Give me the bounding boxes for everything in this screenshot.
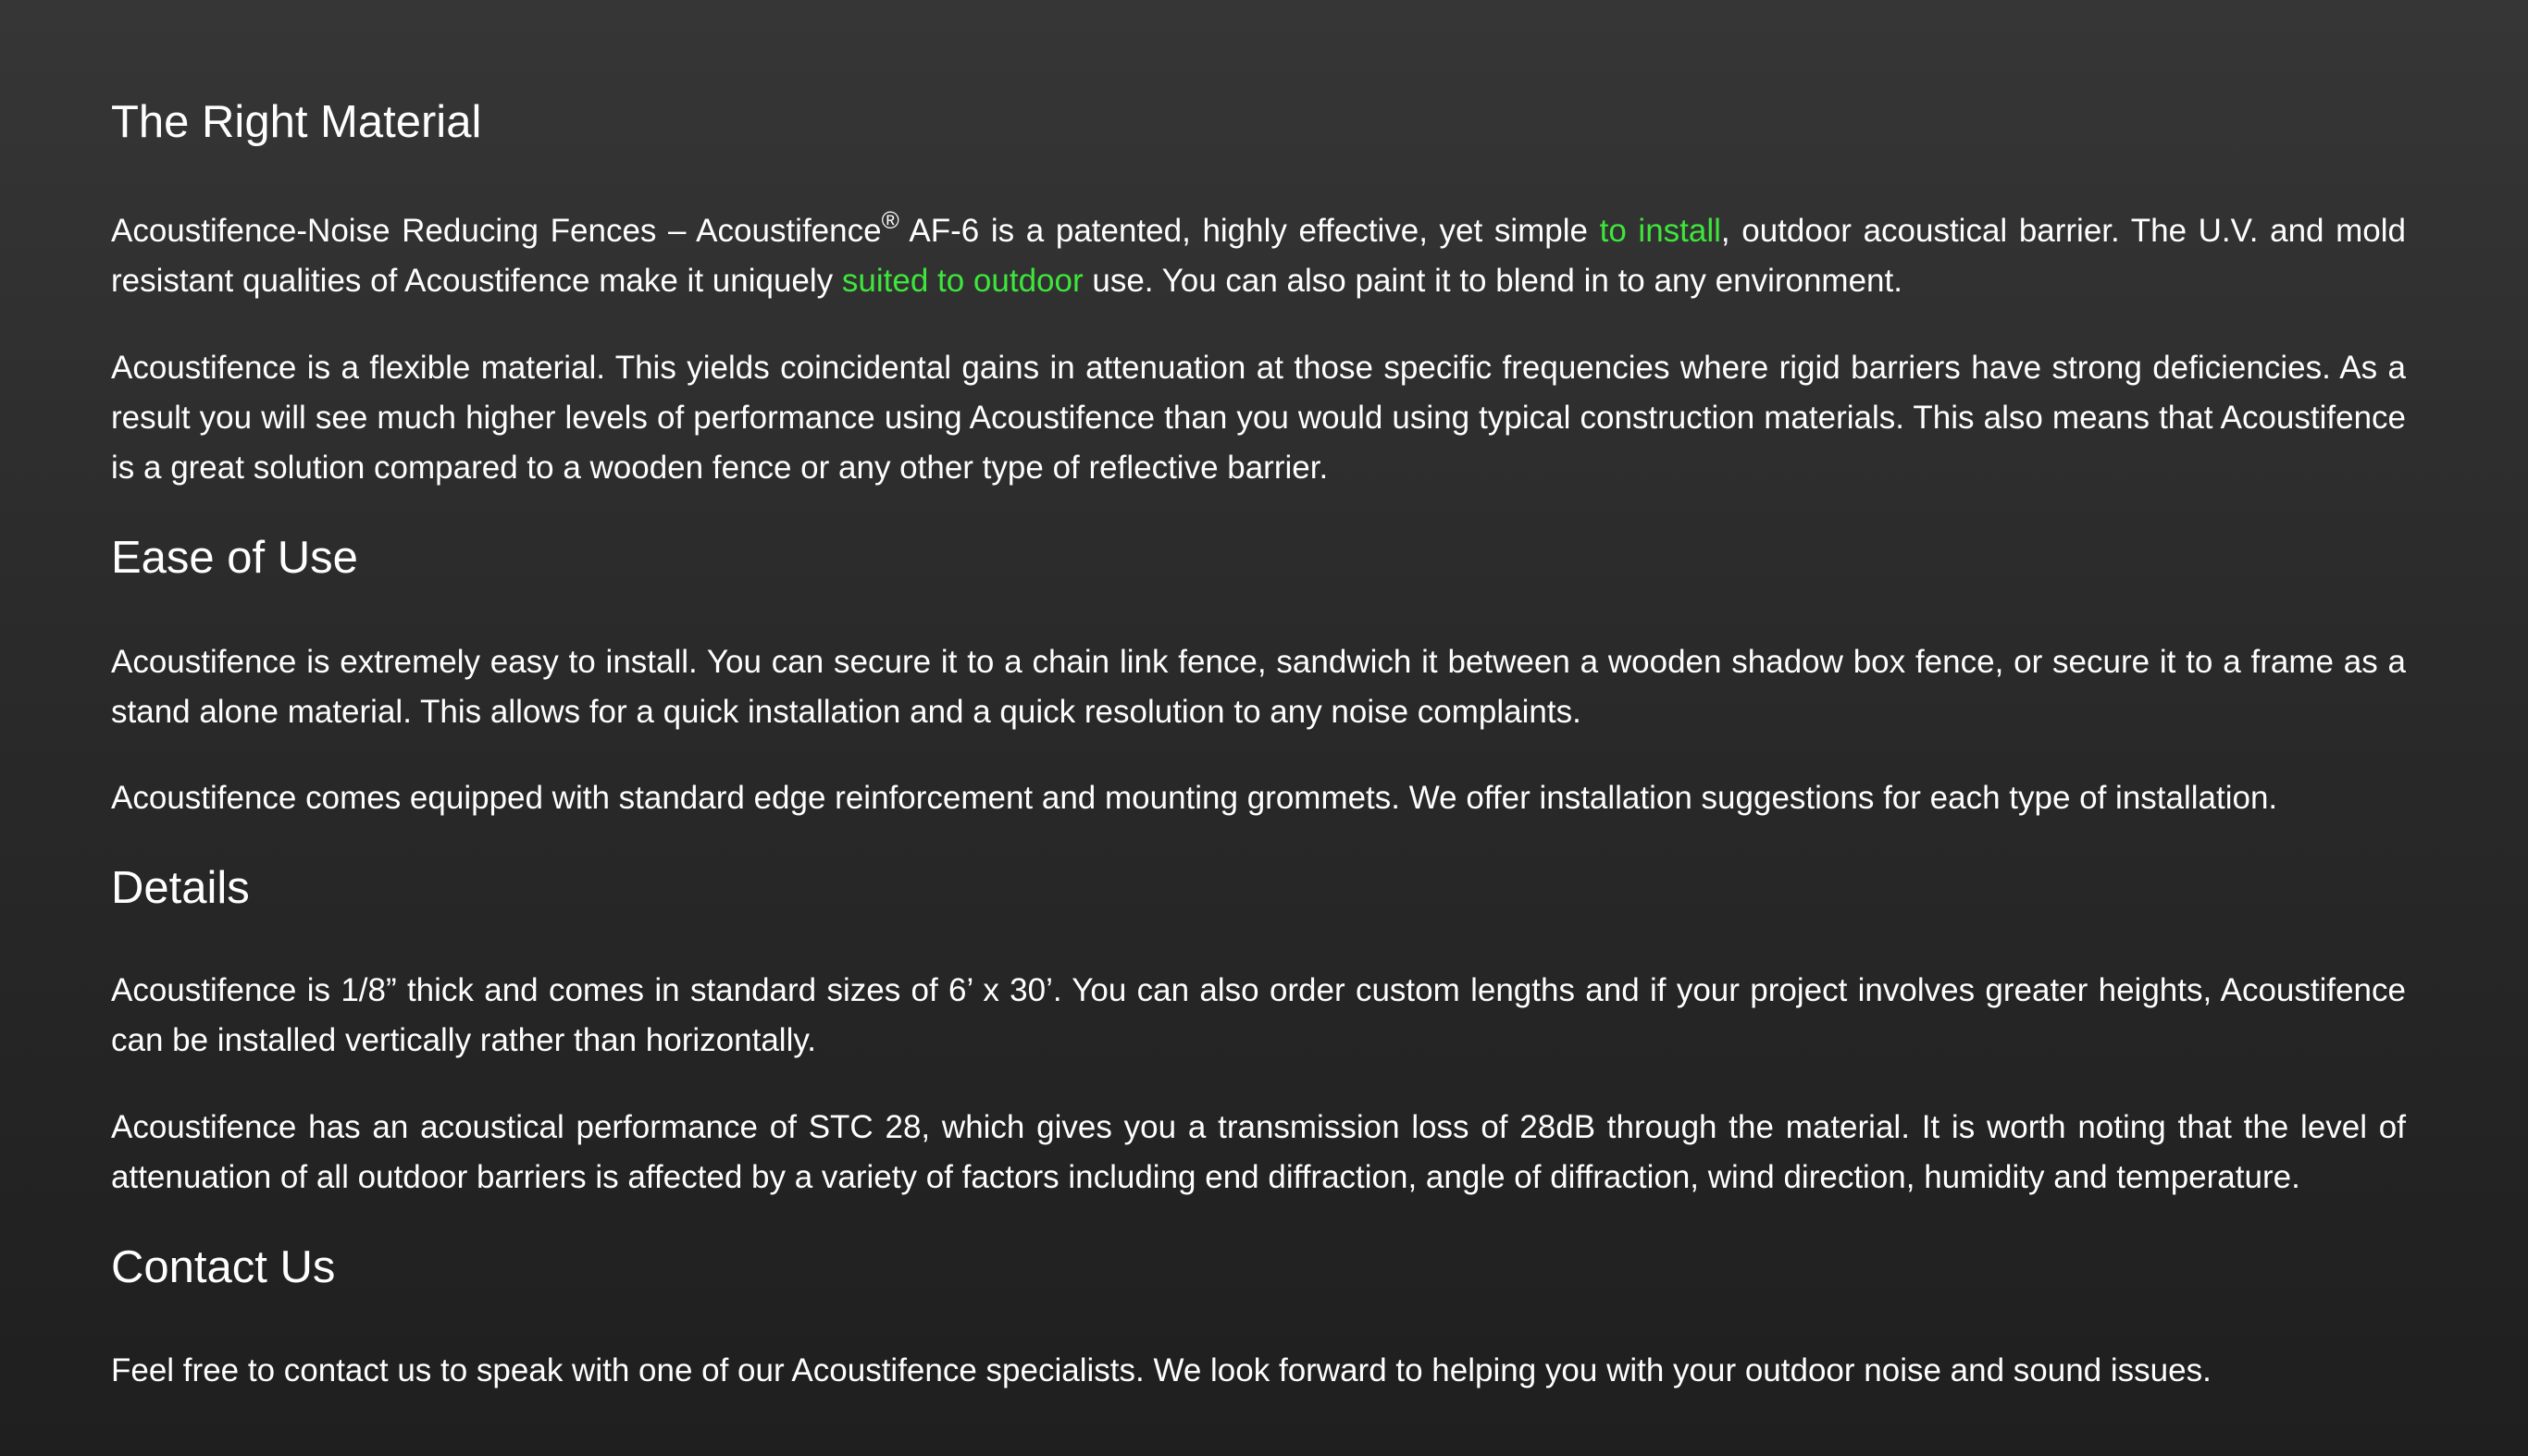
paragraph-right-material-intro	[111, 206, 2406, 306]
heading-contact-us: Contact Us	[111, 1242, 336, 1292]
paragraph-contact: Feel free to contact us to speak with one of our Acoustifence specialists. We look forward to helping you with your outdoor noise and sound issues.	[111, 1352, 2212, 1388]
paragraph-easy-install: Acoustifence is extremely easy to install. You can secure it to a chain link fence, sandwich it between a wooden shadow box fence, or secure it to a frame as a stand alone material. This allows for a quick installation and a quick resolution to any noise complaints.	[111, 644, 2406, 730]
paragraph-sizes: Acoustifence is 1/8” thick and comes in standard sizes of 6’ x 30’. You can also order custom lengths and if your project involves greater heights, Acoustifence can be installed vertically rather than horizontally.	[111, 972, 2406, 1058]
link-suited-to-outdoor[interactable]: suited to outdoor	[841, 263, 1084, 299]
paragraph-performance: Acoustifence has an acoustical performance of STC 28, which gives you a transmission loss of 28dB through the material. It is worth noting that the level of attenuation of all outdoor barriers is affected by a variety of factors including end diffraction, angle of diffraction, wind direction, humidity and temperature.	[111, 1109, 2406, 1195]
heading-details: Details	[111, 863, 250, 913]
heading-ease-of-use: Ease of Use	[111, 533, 358, 583]
text-segment: , outdoor acoustical barrier. The U.V. and mold resistant qualities of Acoustifence make it uniquely	[111, 213, 2406, 299]
text-segment: AF-6 is a patented, highly effective, yet simple	[898, 213, 1600, 249]
text-segment: Acoustifence-Noise Reducing Fences – Acoustifence	[111, 213, 882, 249]
paragraph-flexible-material: Acoustifence is a flexible material. This yields coincidental gains in attenuation at those specific frequencies where rigid barriers have strong deficiencies. As a result you will see much higher levels of performance using Acoustifence than you would using typical construction materials. This also means that Acoustifence is a great solution compared to a wooden fence or any other type of reflective barrier.	[111, 350, 2406, 486]
heading-right-material: The Right Material	[111, 97, 482, 147]
paragraph-reinforcement: Acoustifence comes equipped with standard edge reinforcement and mounting grommets. We offer installation suggestions for each type of installation.	[111, 780, 2278, 816]
text-segment: use. You can also paint it to blend in to any environment.	[1083, 263, 1902, 299]
registered-mark: ®	[881, 206, 899, 234]
link-to-install[interactable]: to install	[1599, 213, 1721, 249]
